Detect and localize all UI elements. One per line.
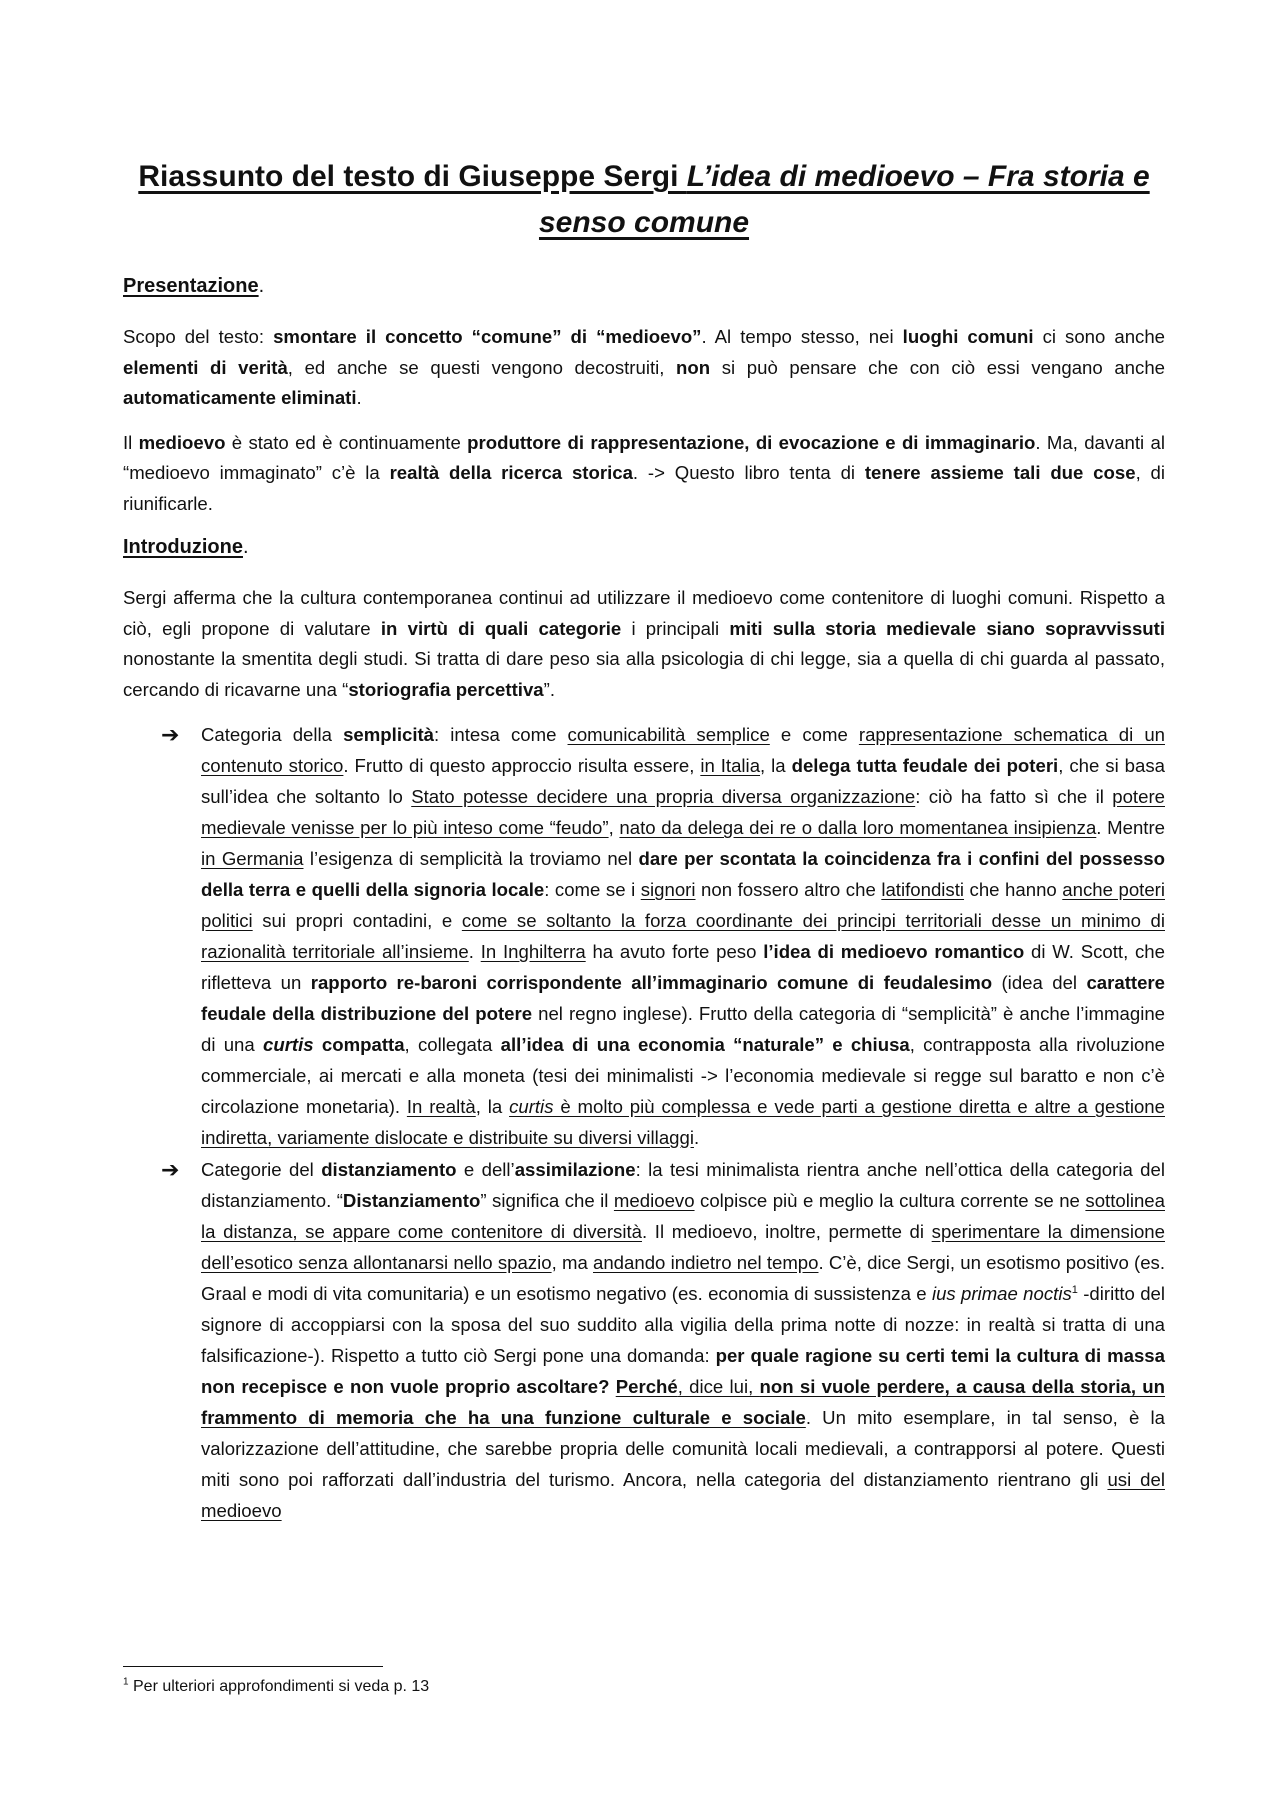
- text-run: ci sono anche: [1033, 326, 1166, 347]
- text-run: smontare il concetto “comune” di “medioevo”: [273, 326, 702, 347]
- text-run: Categoria della: [201, 724, 344, 745]
- text-run: ius primae noctis: [931, 1283, 1072, 1304]
- text-run: sottolinea la distanza, se appare come contenitore di diversità: [201, 1190, 1165, 1242]
- title-part-1: Riassunto del testo di Giuseppe Sergi: [138, 160, 687, 193]
- text-run: elementi di verità: [123, 356, 288, 378]
- text-run: curtis: [263, 1034, 314, 1055]
- section-heading-text: Introduzione: [123, 536, 243, 558]
- text-run: nel regno inglese). Frutto della categoria di “semplicità” è anche l’immagine di una: [201, 1003, 1166, 1055]
- text-run: ha avuto forte peso: [585, 941, 764, 962]
- text-run: comunicabilità semplice: [567, 724, 770, 745]
- text-run: Distanziamento: [342, 1190, 481, 1211]
- text-run: in Italia: [700, 755, 761, 776]
- text-run: . Mentre: [1096, 817, 1165, 838]
- text-run: , la: [475, 1096, 510, 1117]
- footnote-marker: 1: [123, 1676, 129, 1688]
- text-run: luoghi comuni: [902, 326, 1034, 347]
- text-run: per quale ragione su certi temi la cultura di massa non recepisce e non vuole proprio ascoltare?: [201, 1345, 1165, 1397]
- text-run: . -> Questo libro tenta di: [632, 462, 865, 483]
- text-run: automaticamente eliminati: [123, 387, 357, 408]
- paragraph: [123, 428, 1165, 520]
- text-run: produttore di rappresentazione, di evocazione e di immaginario: [467, 431, 1036, 453]
- text-run: : ciò ha fatto sì che il: [915, 786, 1113, 807]
- list-item: [123, 1154, 1165, 1526]
- text-run: signori: [640, 879, 696, 900]
- text-run: (idea del: [992, 972, 1087, 993]
- text-run: , collegata: [404, 1034, 501, 1055]
- document-page: [123, 154, 1165, 1527]
- text-run: , contrapposta alla rivoluzione commerciale, ai mercati e alla moneta (tesi dei minimalisti -> l’economia medievale si regge sul baratto e non c’è circolazione monetaria).: [201, 1034, 1165, 1117]
- text-run: usi del medioevo: [201, 1469, 1165, 1521]
- text-run: Scopo del testo:: [123, 326, 274, 347]
- title-part-2: L’idea di medioevo – Fra storia e senso comune: [538, 160, 1150, 239]
- text-run: In realtà: [406, 1096, 476, 1117]
- text-run: Stato potesse decidere una propria diversa organizzazione: [411, 786, 916, 807]
- text-run: l’idea di medioevo romantico: [763, 941, 1025, 962]
- text-run: , di riunificarle.: [123, 462, 1165, 514]
- text-run: . C’è, dice Sergi, un esotismo positivo (es. Graal e modi di vita comunitaria) e un esotismo negativo (es. economia di sussistenza e: [201, 1252, 1166, 1304]
- text-run: .: [468, 941, 481, 962]
- list-item-text: [201, 1159, 1165, 1521]
- text-run: , dice lui,: [677, 1376, 760, 1397]
- section-heading-presentazione: Presentazione.: [123, 275, 265, 297]
- text-run: nato da delega dei re o dalla loro momentanea insipienza: [619, 817, 1097, 838]
- text-run: colpisce più e meglio la cultura corrente se ne: [694, 1190, 1086, 1211]
- footnote: [123, 1676, 429, 1698]
- text-run: medioevo: [613, 1190, 695, 1211]
- text-run: all’idea di una economia “naturale” e chiusa: [500, 1034, 910, 1055]
- text-run: , ma: [551, 1252, 593, 1273]
- text-run: . Ma, davanti al “medioevo immaginato” c’è la: [123, 431, 1165, 483]
- text-run: sperimentare la dimensione dell’esotico senza allontanarsi nello spazio: [201, 1221, 1165, 1273]
- text-run: : intesa come: [434, 724, 568, 745]
- footnote-separator: [123, 1666, 383, 1667]
- text-run: rapporto re-baroni corrispondente all’immaginario comune di feudalesimo: [310, 972, 993, 993]
- category-list: [123, 719, 1165, 1526]
- section-heading-introduzione: Introduzione.: [123, 536, 249, 558]
- text-run: è molto più complessa e vede parti a gestione diretta e altre a gestione indiretta, variamente dislocate e distribuite su diversi villaggi: [201, 1096, 1165, 1148]
- text-run: in virtù di quali categorie: [380, 617, 622, 639]
- text-run: non: [676, 356, 711, 378]
- list-item: [123, 719, 1165, 1153]
- text-run: tenere assieme tali due cose: [864, 462, 1136, 483]
- text-run: ” significa che il: [480, 1190, 614, 1211]
- text-run: che hanno: [964, 879, 1063, 900]
- arrow-right-icon: ➔: [161, 1157, 180, 1182]
- text-run: i principali: [621, 617, 730, 639]
- text-run: Sergi afferma che la cultura contemporanea continui ad utilizzare il medioevo come contenitore di luoghi comuni. Rispetto a ciò, egli propone di valutare: [123, 587, 1165, 639]
- text-run: ”.: [543, 678, 555, 700]
- text-run: .: [356, 387, 362, 408]
- text-run: 1: [1071, 1283, 1078, 1296]
- text-run: nonostante la smentita degli studi. Si tratta di dare peso sia alla psicologia di chi legge, sia a quella di chi guarda al passato, cercando di ricavarne una “: [123, 648, 1165, 700]
- text-run: dare per scontata la coincidenza fra i confini del possesso della terra e quelli della signoria locale: [201, 848, 1165, 900]
- text-run: realtà della ricerca storica: [389, 462, 633, 483]
- text-run: .: [693, 1127, 700, 1148]
- text-run: Categorie del: [201, 1159, 322, 1180]
- text-run: . Un mito esemplare, in tal senso, è la valorizzazione dell’attitudine, che sarebbe propria delle comunità locali medievali, a contrapporsi al potere. Questi miti sono poi rafforzati dall’industria del turismo. Ancora, nella categoria del distanziamento rientrano gli: [201, 1407, 1165, 1490]
- text-run: rappresentazione schematica di un contenuto storico: [201, 724, 1165, 776]
- text-run: -diritto del signore di accoppiarsi con la sposa del suo suddito alla vigilia della prima notte di nozze: in realtà si tratta di una falsificazione-). Rispetto a tutto ciò Sergi pone una domanda:: [201, 1283, 1166, 1366]
- text-run: . Frutto di questo approccio risulta essere,: [343, 755, 701, 776]
- text-run: potere medievale venisse per lo più inteso come “feudo”: [201, 786, 1165, 838]
- text-run: anche poteri politici: [201, 879, 1165, 931]
- text-run: distanziamento: [321, 1159, 457, 1180]
- text-run: Il: [123, 431, 139, 453]
- document-title: [123, 154, 1165, 246]
- section-heading-text: Presentazione: [123, 275, 259, 297]
- text-run: . Al tempo stesso, nei: [701, 326, 903, 347]
- text-run: si può pensare che con ciò essi vengano anche: [710, 356, 1165, 378]
- text-run: compatta: [313, 1034, 405, 1055]
- paragraph: [123, 322, 1165, 414]
- text-run: di W. Scott, che rifletteva un: [201, 941, 1165, 993]
- text-run: semplicità: [343, 724, 435, 745]
- text-run: : come se i: [544, 879, 641, 900]
- text-run: : la tesi minimalista rientra anche nell’ottica della categoria del distanziamento. “: [201, 1159, 1165, 1211]
- footnote-text: Per ulteriori approfondimenti si veda p. 13: [128, 1678, 430, 1695]
- text-run: medioevo: [138, 431, 226, 453]
- text-run: non fossero altro che: [695, 879, 882, 900]
- text-run: miti sulla storia medievale siano sopravvissuti: [729, 617, 1165, 639]
- text-run: , che si basa sull’idea che soltanto lo: [201, 755, 1165, 807]
- text-run: , ed anche se questi vengono decostruiti,: [287, 356, 677, 378]
- text-run: storiografia percettiva: [348, 678, 544, 700]
- text-run: . Il medioevo, inoltre, permette di: [641, 1221, 932, 1242]
- text-run: carattere feudale della distribuzione del potere: [201, 972, 1165, 1024]
- text-run: , la: [760, 755, 792, 776]
- text-run: e dell’: [456, 1159, 515, 1180]
- text-run: è stato ed è continuamente: [225, 431, 468, 453]
- text-run: l’esigenza di semplicità la troviamo nel: [303, 848, 639, 869]
- text-run: Perché: [615, 1376, 678, 1397]
- text-run: In Inghilterra: [480, 941, 586, 962]
- text-run: latifondisti: [881, 879, 965, 900]
- text-run: assimilazione: [514, 1159, 636, 1180]
- text-run: curtis: [509, 1096, 554, 1117]
- paragraph: [123, 583, 1165, 705]
- text-run: andando indietro nel tempo: [593, 1252, 819, 1273]
- list-item-text: [201, 724, 1165, 1148]
- text-run: ,: [608, 817, 620, 838]
- arrow-right-icon: ➔: [161, 722, 180, 747]
- text-run: in Germania: [201, 848, 304, 869]
- text-run: sui propri contadini, e: [252, 910, 462, 931]
- text-run: delega tutta feudale dei poteri: [791, 755, 1059, 776]
- text-run: non si vuole perdere, a causa della storia, un frammento di memoria che ha una funzione culturale e sociale: [201, 1376, 1166, 1428]
- text-run: come se soltanto la forza coordinante dei principi territoriali desse un minimo di razionalità territoriale all’insieme: [201, 910, 1165, 962]
- text-run: e come: [769, 724, 859, 745]
